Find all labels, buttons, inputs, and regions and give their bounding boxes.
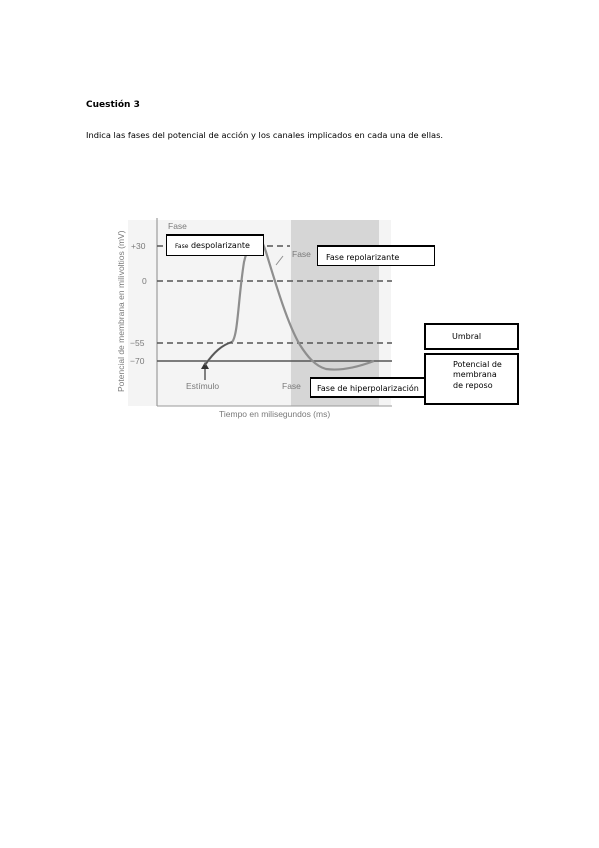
stimulus-label: Estímulo (186, 381, 220, 391)
hyperpolarization-label: Fase de hiperpolarización (317, 384, 419, 393)
fase-label-top: Fase (168, 221, 187, 231)
resting-label-line1: Potencial de (453, 360, 502, 369)
resting-potential-box (424, 353, 519, 405)
fase-label-mid: Fase (292, 249, 311, 259)
threshold-box (424, 323, 519, 350)
question-text: Indica las fases del potencial de acción y los canales implicados en cada una de ellas. (86, 130, 444, 140)
threshold-label: Umbral (452, 332, 482, 341)
resting-label-line3: de reposo (453, 380, 493, 390)
repolarizing-phase-box (317, 245, 435, 266)
x-axis-label: Tiempo en milisegundos (ms) (219, 409, 331, 419)
y-tick-minus70: −70 (130, 356, 145, 366)
depolarizing-phase-box (166, 234, 264, 256)
fase-label-bottom: Fase (282, 381, 301, 391)
hyperpolarization-phase-box (310, 377, 438, 398)
resting-label-line2: membrana (453, 370, 497, 380)
repolarizing-label: Fase repolarizante (326, 253, 400, 262)
y-tick-zero: 0 (142, 276, 147, 286)
y-tick-plus30: +30 (131, 241, 146, 251)
y-axis-label: Potencial de membrana en milivoltios (mV) (116, 230, 126, 392)
depolarizing-prefix: Fase (175, 243, 189, 250)
y-tick-minus55: −55 (130, 338, 145, 348)
question-heading: Cuestión 3 (86, 100, 140, 110)
depolarizing-label: despolarizante (190, 241, 250, 250)
